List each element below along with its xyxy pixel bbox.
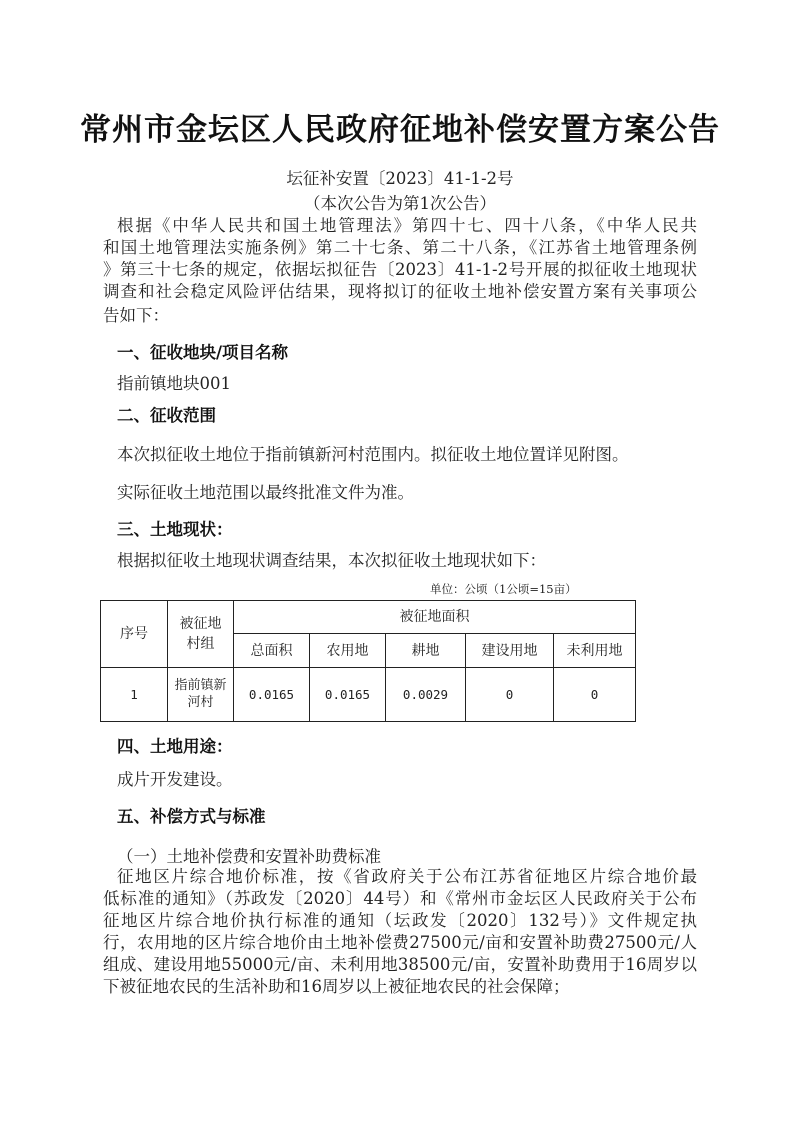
section-5-para-line-2: 低标准的通知》（苏政发〔2020〕44号）和《常州市金坛区人民政府关于公布 [103, 889, 697, 908]
section-2-body-1: 本次拟征收土地位于指前镇新河村范围内。拟征收土地位置详见附图。 [117, 445, 629, 464]
header-unused: 未利用地 [554, 634, 636, 668]
table-header-row [101, 601, 636, 634]
section-2-body-2: 实际征收土地范围以最终批准文件为准。 [117, 483, 414, 502]
section-5-subheading-1: （一）土地补偿费和安置补助费标准 [117, 847, 381, 866]
cell-village [168, 668, 234, 722]
header-agricultural: 农用地 [310, 634, 386, 668]
section-5-para-line-5: 组成、建设用地55000元/亩、未利用地38500元/亩，安置补助费用于16周岁以 [103, 955, 697, 974]
header-cultivated: 耕地 [386, 634, 466, 668]
section-1-heading: 一、征收地块/项目名称 [117, 343, 289, 362]
intro-line-4: 调查和社会稳定风险评估结果，现将拟订的征收土地补偿安置方案有关事项公 [103, 282, 697, 301]
section-2-heading: 二、征收范围 [117, 406, 216, 425]
intro-line-5: 告如下： [103, 306, 169, 325]
section-3-body: 根据拟征收土地现状调查结果，本次拟征收土地现状如下： [117, 551, 546, 570]
table-unit-note: 单位：公顷（1公顷=15亩） [430, 582, 577, 596]
section-5-heading: 五、补偿方式与标准 [117, 807, 266, 826]
notice-count: （本次公告为第1次公告） [304, 194, 496, 213]
section-3-heading: 三、土地现状： [117, 520, 233, 539]
header-village [168, 601, 234, 668]
document-title: 常州市金坛区人民政府征地补偿安置方案公告 [80, 112, 720, 148]
section-5-para-line-4: 行，农用地的区片综合地价由土地补偿费27500元/亩和安置补助费27500元/人 [103, 933, 697, 952]
intro-line-3: 》第三十七条的规定，依据坛拟征告〔2023〕41-1-2号开展的拟征收土地现状 [103, 260, 697, 279]
cell-cultivated: 0.0029 [386, 668, 466, 722]
section-5-para-line-3: 征地区片综合地价执行标准的通知（坛政发〔2020〕132号）》文件规定执 [103, 911, 697, 930]
header-total-area: 总面积 [234, 634, 310, 668]
intro-line-2: 和国土地管理法实施条例》第二十七条、第二十八条，《江苏省土地管理条例 [103, 238, 697, 257]
header-village-text: 被征地村组 [179, 616, 222, 652]
section-4-heading: 四、土地用途： [117, 737, 233, 756]
cell-construction: 0 [466, 668, 554, 722]
document-number: 坛征补安置〔2023〕41-1-2号 [286, 169, 514, 188]
cell-serial: 1 [101, 668, 168, 722]
cell-agricultural: 0.0165 [310, 668, 386, 722]
section-5-para-line-6: 下被征地农民的生活补助和16周岁以上被征地农民的社会保障； [103, 977, 570, 996]
intro-line-1: 根据《中华人民共和国土地管理法》第四十七、四十八条，《中华人民共 [117, 216, 697, 235]
table-row [101, 668, 636, 722]
header-serial: 序号 [101, 601, 168, 668]
section-4-body: 成片开发建设。 [117, 770, 233, 789]
section-1-body: 指前镇地块001 [117, 374, 231, 393]
section-5-para-line-1: 征地区片综合地价标准，按《省政府关于公布江苏省征地区片综合地价最 [117, 867, 697, 886]
header-area-group: 被征地面积 [234, 601, 636, 634]
cell-total-area: 0.0165 [234, 668, 310, 722]
header-construction: 建设用地 [466, 634, 554, 668]
cell-village-text: 指前镇新河村 [174, 678, 227, 710]
land-status-table [100, 600, 636, 722]
cell-unused: 0 [554, 668, 636, 722]
